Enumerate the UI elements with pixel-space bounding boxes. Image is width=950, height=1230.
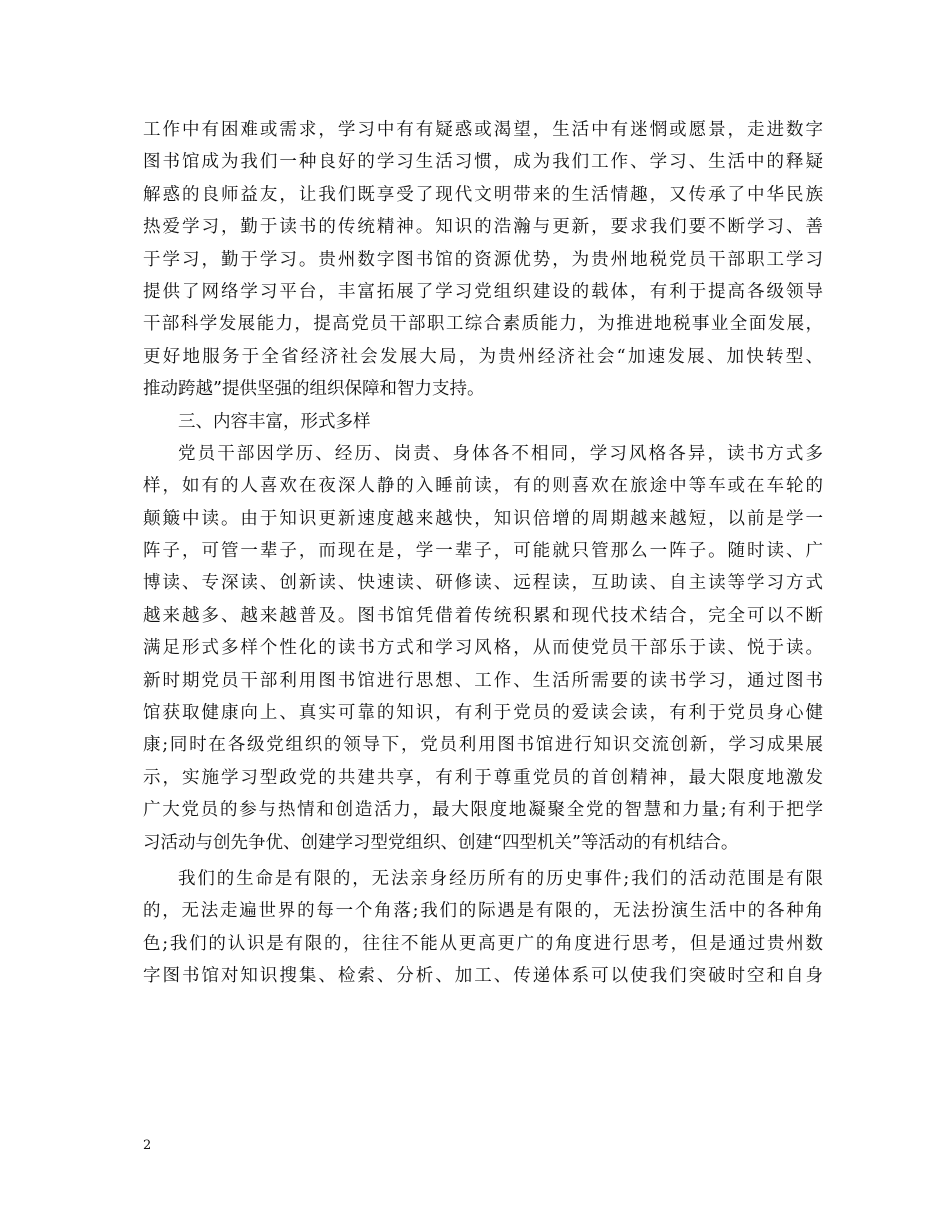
text-line: 推动跨越”提供坚强的组织保障和智力支持。 xyxy=(143,379,485,400)
text-line: 新时期党员干部利用图书馆进行思想、工作、生活所需要的读书学习，通过图书 xyxy=(143,670,823,691)
text-line: 我们的生命是有限的，无法亲身经历所有的历史事件;我们的活动范围是有限 xyxy=(178,868,823,889)
text-line: 示，实施学习型政党的共建共享，有利于尊重党员的首创精神，最大限度地激发 xyxy=(143,767,823,788)
text-line: 党员干部因学历、经历、岗责、身体各不相同，学习风格各异，读书方式多 xyxy=(178,443,823,464)
document-body xyxy=(143,114,823,993)
text-line: 干部科学发展能力，提高党员干部职工综合素质能力，为推进地税事业全面发展， xyxy=(143,314,823,335)
text-line: 阵子，可管一辈子，而现在是，学一辈子，可能就只管那么一阵子。随时读、广 xyxy=(143,541,823,562)
text-line: 习活动与创先争优、创建学习型党组织、创建“四型机关”等活动的有机结合。 xyxy=(143,832,739,853)
text-line: 字图书馆对知识搜集、检索、分析、加工、传递体系可以使我们突破时空和自身 xyxy=(143,966,823,987)
text-line: 于学习，勤于学习。贵州数字图书馆的资源优势，为贵州地税党员干部职工学习 xyxy=(143,249,823,270)
text-line: 博读、专深读、创新读、快速读、研修读、远程读，互助读、自主读等学习方式 xyxy=(143,573,823,594)
text-line: 康;同时在各级党组织的领导下，党员利用图书馆进行知识交流创新，学习成果展 xyxy=(143,735,823,756)
text-line: 热爱学习，勤于读书的传统精神。知识的浩瀚与更新，要求我们要不断学习、善 xyxy=(143,217,823,238)
page-number: 2 xyxy=(143,1138,152,1153)
text-line: 越来越多、越来越普及。图书馆凭借着传统积累和现代技术结合，完全可以不断 xyxy=(143,605,823,626)
text-line: 提供了网络学习平台，丰富拓展了学习党组织建设的载体，有利于提高各级领导 xyxy=(143,281,823,302)
text-line: 色;我们的认识是有限的，往往不能从更高更广的角度进行思考，但是通过贵州数 xyxy=(143,933,823,954)
text-line: 广大党员的参与热情和创造活力，最大限度地凝聚全党的智慧和力量;有利于把学 xyxy=(143,800,823,821)
text-line: 颠簸中读。由于知识更新速度越来越快，知识倍增的周期越来越短，以前是学一 xyxy=(143,508,823,529)
text-line: 工作中有困难或需求，学习中有有疑惑或渴望，生活中有迷惘或愿景，走进数字 xyxy=(143,120,823,140)
text-line: 满足形式多样个性化的读书方式和学习风格，从而使党员干部乐于读、悦于读。 xyxy=(143,638,823,659)
text-line: 更好地服务于全省经济社会发展大局，为贵州经济社会“加速发展、加快转型、 xyxy=(143,346,823,367)
text-line: 三、内容丰富，形式多样 xyxy=(178,411,371,432)
text-line: 馆获取健康向上、真实可靠的知识，有利于党员的爱读会读，有利于党员身心健 xyxy=(143,703,823,724)
text-line: 的，无法走遍世界的每一个角落;我们的际遇是有限的，无法扮演生活中的各种角 xyxy=(143,901,823,922)
text-line: 样，如有的人喜欢在夜深人静的入睡前读，有的则喜欢在旅途中等车或在车轮的 xyxy=(143,476,823,497)
text-line: 解惑的良师益友，让我们既享受了现代文明带来的生活情趣，又传承了中华民族 xyxy=(143,184,823,205)
text-line: 图书馆成为我们一种良好的学习生活习惯，成为我们工作、学习、生活中的释疑 xyxy=(143,152,823,173)
